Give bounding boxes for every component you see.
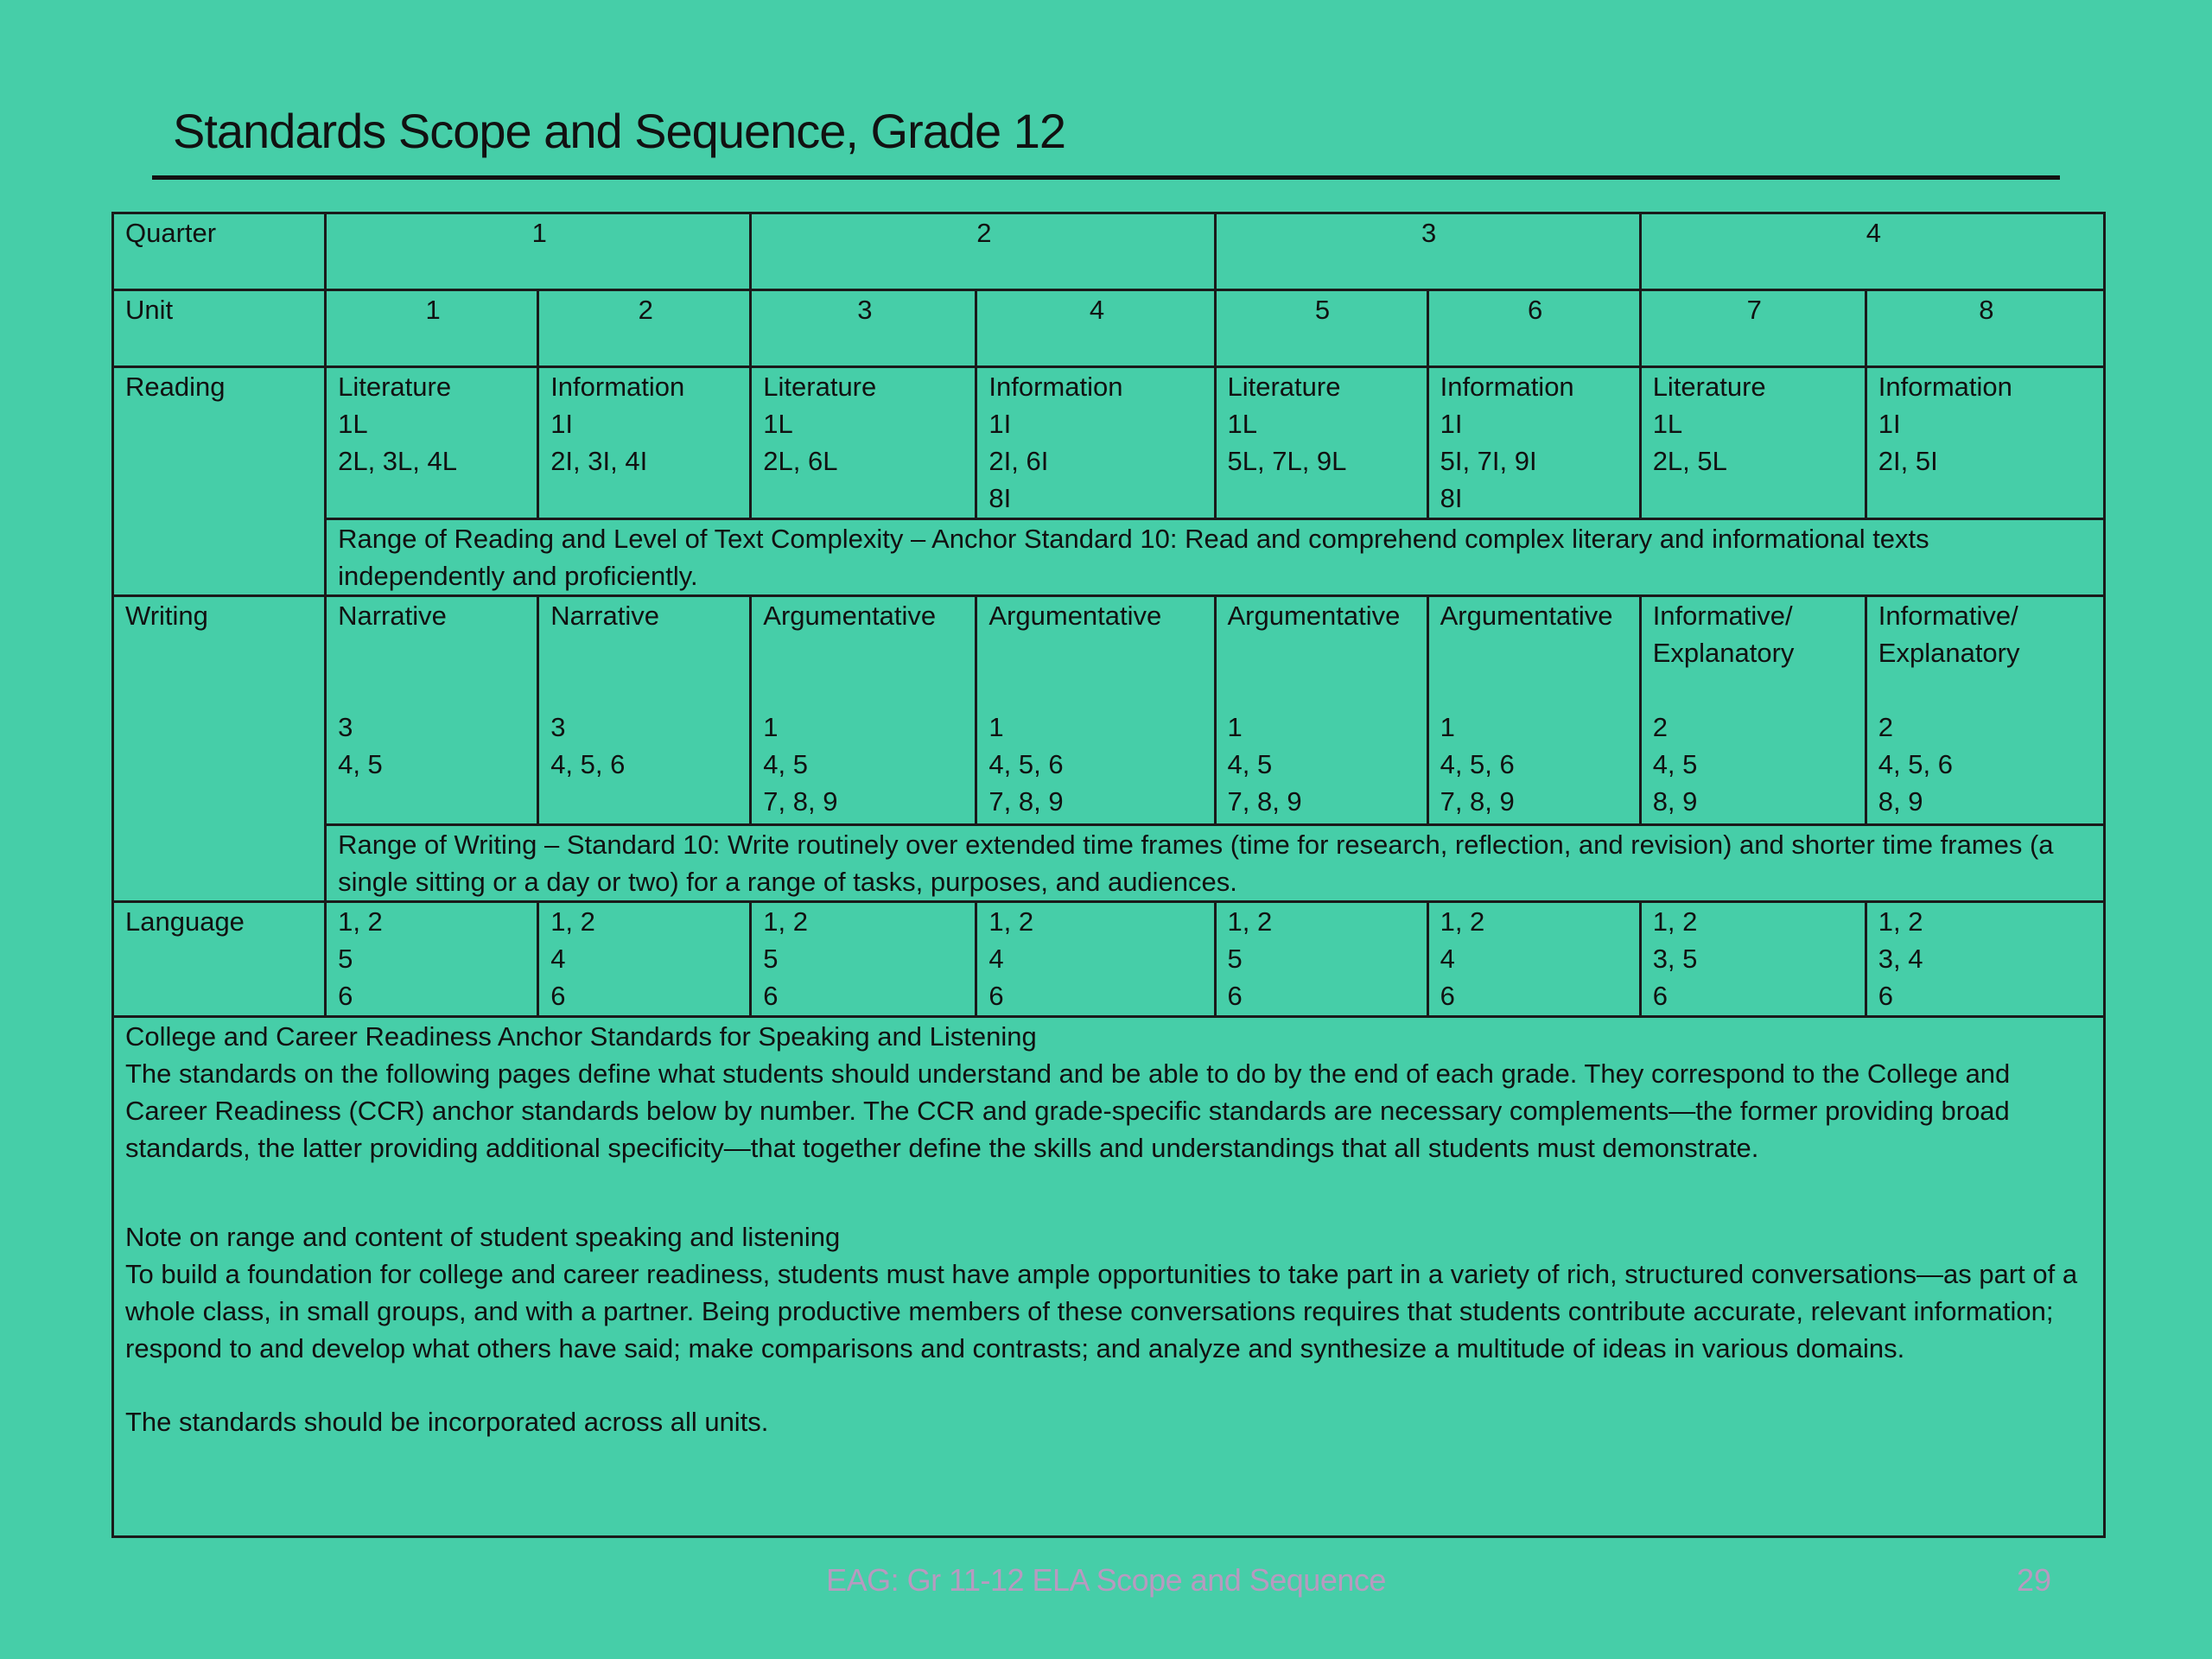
language-cell bbox=[538, 902, 751, 1017]
language-standard: 5 bbox=[763, 944, 779, 974]
writing-type: Informative/ bbox=[1652, 601, 1793, 631]
language-standard: 6 bbox=[1878, 981, 1894, 1011]
reading-cell bbox=[1427, 367, 1640, 519]
note-heading: Note on range and content of student speaking and listening bbox=[125, 1222, 841, 1252]
reading-standard: 8I bbox=[1440, 483, 1463, 513]
reading-standard: 1I bbox=[1440, 409, 1463, 439]
scope-sequence-table bbox=[111, 212, 2106, 1538]
language-standard: 1, 2 bbox=[988, 906, 1034, 937]
writing-standard: 4, 5, 6 bbox=[1878, 749, 1953, 779]
reading-type: Information bbox=[550, 372, 685, 402]
reading-type: Information bbox=[1440, 372, 1574, 402]
reading-cell bbox=[976, 367, 1215, 519]
writing-cell bbox=[538, 596, 751, 825]
speaking-listening-cell bbox=[113, 1017, 2105, 1537]
writing-standard: 1 bbox=[988, 712, 1004, 742]
writing-cell bbox=[1215, 596, 1427, 825]
writing-type: Explanatory bbox=[1878, 638, 2020, 668]
writing-standard: 4, 5, 6 bbox=[550, 749, 626, 779]
reading-standard: 8I bbox=[988, 483, 1012, 513]
reading-standard: 2L, 5L bbox=[1652, 446, 1727, 476]
language-cell bbox=[1866, 902, 2104, 1017]
reading-standard: 2L, 3L, 4L bbox=[338, 446, 457, 476]
reading-type: Literature bbox=[338, 372, 452, 402]
language-standard: 5 bbox=[338, 944, 353, 974]
language-standard: 1, 2 bbox=[1878, 906, 1923, 937]
unit-header: 5 bbox=[1215, 290, 1427, 367]
language-cell bbox=[1427, 902, 1640, 1017]
writing-cell bbox=[976, 596, 1215, 825]
speaking-listening-body: The standards on the following pages define what students should understand and be able to do by the end of each grade. They correspond to the College and Career Readiness (CCR) anchor standards below by number. The CCR and grade-specific standards are necessary complements—the former providing broad standards, the latter providing additional specificity—that together define the skills and understandings that all students must demonstrate. bbox=[125, 1058, 2011, 1163]
writing-standard: 3 bbox=[550, 712, 566, 742]
writing-row bbox=[113, 596, 2105, 825]
reading-type: Information bbox=[1878, 372, 2012, 402]
writing-standard: 2 bbox=[1878, 712, 1894, 742]
reading-standard: 1L bbox=[763, 409, 793, 439]
reading-standard: 1L bbox=[1227, 409, 1257, 439]
writing-standard: 1 bbox=[1227, 712, 1243, 742]
reading-standard: 1I bbox=[1878, 409, 1901, 439]
language-standard: 4 bbox=[988, 944, 1004, 974]
language-standard: 1, 2 bbox=[1227, 906, 1273, 937]
reading-cell bbox=[1215, 367, 1427, 519]
reading-standard: 1I bbox=[550, 409, 574, 439]
language-cell bbox=[1640, 902, 1866, 1017]
reading-type: Literature bbox=[763, 372, 877, 402]
unit-row bbox=[113, 290, 2105, 367]
reading-cell bbox=[326, 367, 538, 519]
unit-header: 3 bbox=[751, 290, 976, 367]
language-standard: 5 bbox=[1227, 944, 1243, 974]
language-standard: 6 bbox=[763, 981, 779, 1011]
reading-range-row bbox=[113, 519, 2105, 596]
unit-header: 4 bbox=[976, 290, 1215, 367]
writing-type: Argumentative bbox=[1440, 601, 1613, 631]
language-standard: 4 bbox=[550, 944, 566, 974]
writing-type: Narrative bbox=[550, 601, 659, 631]
reading-cell bbox=[538, 367, 751, 519]
writing-standard: 7, 8, 9 bbox=[763, 786, 838, 817]
language-standard: 1, 2 bbox=[1652, 906, 1698, 937]
title-underline bbox=[152, 175, 2060, 180]
writing-cell bbox=[326, 596, 538, 825]
quarter-header: 2 bbox=[751, 213, 1215, 290]
reading-cell bbox=[1866, 367, 2104, 519]
language-label: Language bbox=[113, 902, 326, 1017]
writing-cell bbox=[1640, 596, 1866, 825]
page-title: Standards Scope and Sequence, Grade 12 bbox=[173, 104, 1065, 158]
unit-header: 1 bbox=[326, 290, 538, 367]
writing-type: Informative/ bbox=[1878, 601, 2018, 631]
language-standard: 4 bbox=[1440, 944, 1455, 974]
quarter-header: 1 bbox=[326, 213, 751, 290]
language-row bbox=[113, 902, 2105, 1017]
language-cell bbox=[976, 902, 1215, 1017]
writing-standard: 1 bbox=[763, 712, 779, 742]
footer-text: EAG: Gr 11-12 ELA Scope and Sequence bbox=[826, 1562, 1386, 1598]
writing-cell bbox=[1866, 596, 2104, 825]
unit-header: 6 bbox=[1427, 290, 1640, 367]
writing-type: Explanatory bbox=[1652, 638, 1795, 668]
writing-standard: 7, 8, 9 bbox=[1227, 786, 1302, 817]
language-standard: 6 bbox=[550, 981, 566, 1011]
writing-standard: 4, 5 bbox=[1227, 749, 1273, 779]
language-standard: 6 bbox=[1652, 981, 1668, 1011]
writing-standard: 8, 9 bbox=[1878, 786, 1923, 817]
unit-header: 7 bbox=[1640, 290, 1866, 367]
unit-header: 2 bbox=[538, 290, 751, 367]
writing-standard: 4, 5 bbox=[1652, 749, 1698, 779]
writing-standard: 4, 5, 6 bbox=[988, 749, 1064, 779]
language-standard: 3, 5 bbox=[1652, 944, 1698, 974]
writing-range-standard: Range of Writing – Standard 10: Write routinely over extended time frames (time for research, reflection, and revision) and shorter time frames (a single sitting or a day or two) for a range of tasks, purposes, and audiences. bbox=[326, 825, 2105, 902]
language-standard: 1, 2 bbox=[763, 906, 808, 937]
quarter-header: 3 bbox=[1215, 213, 1640, 290]
language-standard: 1, 2 bbox=[338, 906, 383, 937]
writing-standard: 4, 5, 6 bbox=[1440, 749, 1515, 779]
language-cell bbox=[1215, 902, 1427, 1017]
unit-label: Unit bbox=[113, 290, 326, 367]
quarter-row bbox=[113, 213, 2105, 290]
writing-standard: 2 bbox=[1652, 712, 1668, 742]
writing-type: Argumentative bbox=[988, 601, 1162, 631]
reading-range-standard: Range of Reading and Level of Text Complexity – Anchor Standard 10: Read and comprehend complex literary and informational texts independently and proficiently. bbox=[326, 519, 2105, 596]
reading-type: Literature bbox=[1227, 372, 1341, 402]
reading-standard: 5L, 7L, 9L bbox=[1227, 446, 1347, 476]
writing-type: Argumentative bbox=[763, 601, 937, 631]
reading-standard: 1I bbox=[988, 409, 1012, 439]
reading-standard: 2L, 6L bbox=[763, 446, 838, 476]
writing-standard: 8, 9 bbox=[1652, 786, 1698, 817]
reading-cell bbox=[751, 367, 976, 519]
language-standard: 6 bbox=[988, 981, 1004, 1011]
writing-cell bbox=[751, 596, 976, 825]
writing-standard: 1 bbox=[1440, 712, 1455, 742]
reading-row bbox=[113, 367, 2105, 519]
reading-standard: 1L bbox=[1652, 409, 1683, 439]
reading-standard: 2I, 5I bbox=[1878, 446, 1938, 476]
writing-standard: 7, 8, 9 bbox=[988, 786, 1064, 817]
reading-standard: 2I, 3I, 4I bbox=[550, 446, 648, 476]
writing-type: Argumentative bbox=[1227, 601, 1401, 631]
writing-cell bbox=[1427, 596, 1640, 825]
reading-standard: 5I, 7I, 9I bbox=[1440, 446, 1537, 476]
note-body: To build a foundation for college and career readiness, students must have ample opportunities to take part in a variety of rich, structured conversations—as part of a whole class, in small groups, and with a partner. Being productive members of these conversations requires that students contribute accurate, relevant information; respond to and develop what others have said; make comparisons and contrasts; and analyze and synthesize a multitude of ideas in various domains. bbox=[125, 1259, 2078, 1363]
reading-type: Information bbox=[988, 372, 1123, 402]
language-standard: 1, 2 bbox=[1440, 906, 1485, 937]
reading-cell bbox=[1640, 367, 1866, 519]
quarter-header: 4 bbox=[1640, 213, 2104, 290]
language-standard: 1, 2 bbox=[550, 906, 595, 937]
language-cell bbox=[326, 902, 538, 1017]
language-standard: 6 bbox=[1440, 981, 1455, 1011]
reading-standard: 1L bbox=[338, 409, 368, 439]
closing-statement: The standards should be incorporated across all units. bbox=[125, 1407, 769, 1437]
reading-standard: 2I, 6I bbox=[988, 446, 1049, 476]
writing-standard: 3 bbox=[338, 712, 353, 742]
writing-standard: 4, 5 bbox=[763, 749, 808, 779]
language-standard: 6 bbox=[338, 981, 353, 1011]
reading-label: Reading bbox=[113, 367, 326, 596]
writing-label: Writing bbox=[113, 596, 326, 902]
unit-header: 8 bbox=[1866, 290, 2104, 367]
writing-standard: 4, 5 bbox=[338, 749, 383, 779]
writing-range-row bbox=[113, 825, 2105, 902]
quarter-label: Quarter bbox=[113, 213, 326, 290]
speaking-listening-row bbox=[113, 1017, 2105, 1537]
language-cell bbox=[751, 902, 976, 1017]
language-standard: 3, 4 bbox=[1878, 944, 1923, 974]
page-number: 29 bbox=[2016, 1562, 2051, 1598]
writing-type: Narrative bbox=[338, 601, 447, 631]
writing-standard: 7, 8, 9 bbox=[1440, 786, 1515, 817]
speaking-listening-heading: College and Career Readiness Anchor Standards for Speaking and Listening bbox=[125, 1021, 1037, 1052]
reading-type: Literature bbox=[1652, 372, 1766, 402]
language-standard: 6 bbox=[1227, 981, 1243, 1011]
